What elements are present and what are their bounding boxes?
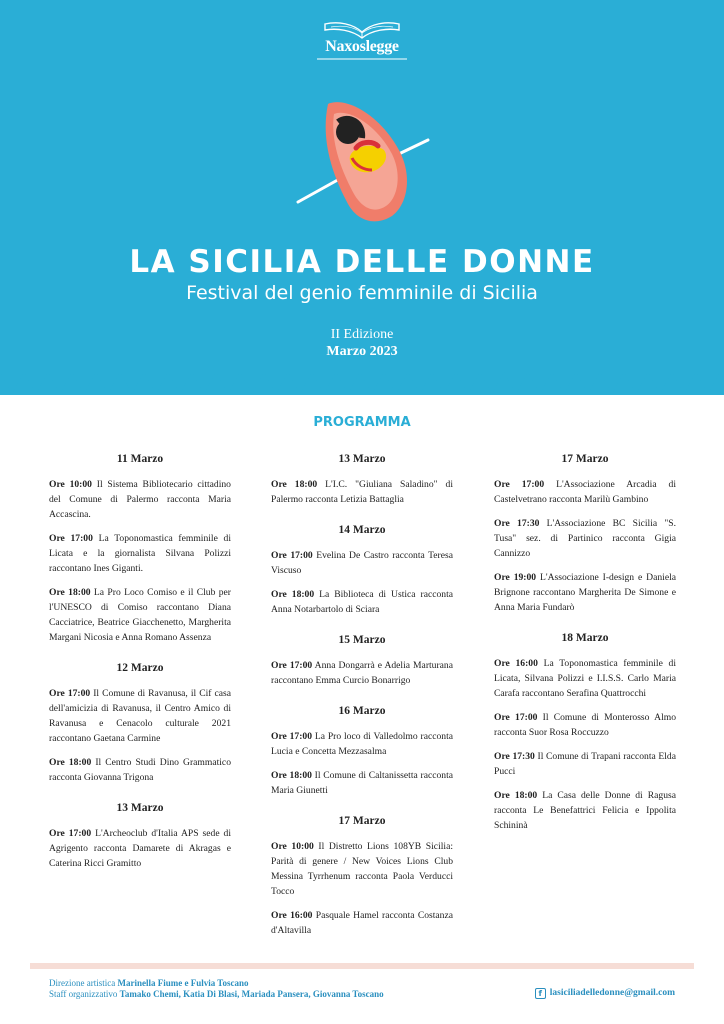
- contact[interactable]: [535, 988, 675, 999]
- event-item: Ore 16:00 Pasquale Hamel racconta Costanza d'Altavilla: [271, 910, 453, 936]
- event-item: Ore 17:00 L'Associazione Arcadia di Castelvetrano racconta Marilù Gambino: [494, 479, 676, 505]
- festival-subtitle: Festival del genio femminile di Sicilia: [186, 282, 538, 304]
- logo-tagline-line: [317, 58, 407, 60]
- day-heading: 17 Marzo: [338, 815, 386, 827]
- zigzag-edge: [0, 372, 724, 398]
- day-heading: 18 Marzo: [561, 632, 609, 644]
- day-heading: 17 Marzo: [561, 453, 609, 465]
- event-item: Ore 17:00 La Pro loco di Valledolmo racconta Lucia e Concetta Mezzasalma: [271, 731, 454, 757]
- credits: [49, 978, 384, 1000]
- event-item: Ore 18:00 La Biblioteca di Ustica racconta Anna Notarbartolo di Sciara: [271, 589, 453, 615]
- naxoslegge-logo: [300, 18, 424, 70]
- day-heading: 14 Marzo: [338, 524, 386, 536]
- day-heading: 16 Marzo: [338, 705, 386, 717]
- day-heading: 12 Marzo: [116, 662, 164, 674]
- contact-email[interactable]: lasiciliadelledonne@gmail.com: [549, 988, 675, 998]
- event-item: Ore 10:00 Il Distretto Lions 108YB Sicilia: Parità di genere / New Voices Lions Club Messina Tyrrhenum racconta Paola Verducci Tocco: [271, 841, 453, 897]
- festival-date: Marzo 2023: [326, 344, 398, 359]
- day-heading: 13 Marzo: [338, 453, 386, 465]
- logo-text: Naxoslegge: [325, 38, 399, 55]
- organizing-staff: Staff organizzativo Tamako Chemi, Katia Di Blasi, Mariada Pansera, Giovanna Toscano: [49, 989, 384, 999]
- event-item: Ore 17:00 L'Archeoclub d'Italia APS sede di Agrigento racconta Damarete di Akragas e Caterina Ricci Gramitto: [49, 828, 231, 869]
- program-heading: PROGRAMMA: [313, 415, 411, 430]
- day-heading: 13 Marzo: [116, 802, 164, 814]
- day-heading: 11 Marzo: [116, 453, 164, 465]
- event-item: Ore 18:00 Il Comune di Caltanissetta racconta Maria Giunetti: [271, 770, 453, 796]
- event-item: Ore 17:30 Il Comune di Trapani racconta Elda Pucci: [494, 751, 676, 777]
- footer-divider: [30, 963, 694, 969]
- event-item: Ore 18:00 La Casa delle Donne di Ragusa racconta Le Benefattrici Felicia e Ippolita Schininà: [494, 790, 676, 831]
- event-item: Ore 17:30 L'Associazione BC Sicilia "S. Tusa" sez. di Partinico racconta Gigia Cannizzo: [494, 518, 677, 559]
- program-column-1: [49, 452, 231, 880]
- event-item: Ore 18:00 Il Centro Studi Dino Grammatico racconta Giovanna Trigona: [49, 757, 231, 783]
- event-item: Ore 17:00 La Toponomastica femminile di Licata e la giornalista Silvana Polizzi raccontano Ines Giganti.: [49, 533, 231, 574]
- festival-title: LA SICILIA DELLE DONNE: [129, 244, 595, 280]
- program-column-3: [494, 452, 676, 842]
- boat-illustration: [290, 92, 440, 232]
- edition-label: II Edizione: [330, 327, 394, 342]
- event-item: Ore 17:00 Anna Dongarrà e Adelia Marturana raccontano Emma Curcio Bonarrigo: [271, 660, 453, 686]
- artistic-direction: Direzione artistica Marinella Fiume e Fulvia Toscano: [49, 978, 249, 988]
- event-item: Ore 18:00 L'I.C. "Giuliana Saladino" di Palermo racconta Letizia Battaglia: [271, 479, 453, 505]
- book-logo-icon: [317, 18, 407, 40]
- event-item: Ore 19:00 L'Associazione I-design e Daniela Brignone raccontano Margherita De Simone e Anna Maria Fundarò: [494, 572, 677, 613]
- program-column-2: [271, 452, 453, 947]
- event-item: Ore 16:00 La Toponomastica femminile di Licata, Silvana Polizzi e I.I.S.S. Carlo Maria Carafa raccontano Serafina Quattrocchi: [494, 658, 676, 699]
- event-item: Ore 17:00 Il Comune di Ravanusa, il Cif casa dell'amicizia di Ravanusa, il Centro Amico di Ravanusa e Cenacolo culturale 2021 raccontano Gaetana Carmine: [49, 688, 231, 744]
- facebook-icon: f: [535, 988, 546, 999]
- event-item: Ore 17:00 Evelina De Castro racconta Teresa Viscuso: [271, 550, 453, 576]
- event-item: Ore 10:00 Il Sistema Bibliotecario cittadino del Comune di Palermo racconta Maria Accascina.: [49, 479, 231, 520]
- event-item: Ore 18:00 La Pro Loco Comiso e il Club per l'UNESCO di Comiso raccontano Diana Cacciatrice, Beatrice Giacchenetto, Margherita Margani Nicosia e Anna Romano Assenza: [49, 587, 231, 643]
- day-heading: 15 Marzo: [338, 634, 386, 646]
- event-item: Ore 17:00 Il Comune di Monterosso Almo racconta Suor Rosa Roccuzzo: [494, 712, 677, 738]
